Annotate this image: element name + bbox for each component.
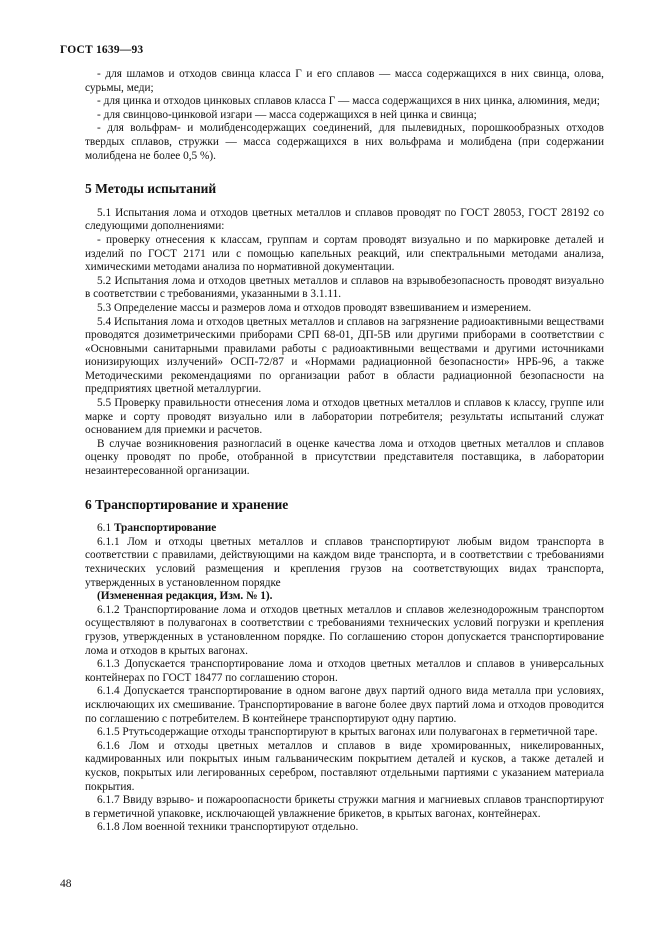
paragraph-5-2: 5.2 Испытания лома и отходов цветных металлов и сплавов на взрывобезопасность проводят визуально в соответствии с требованиями, указанными в 3.1.11. (85, 274, 604, 301)
list-item: - для свинцово-цинковой изгари — масса содержащихся в ней цинка и свинца; (97, 108, 477, 121)
amendment-note: (Измененная редакция, Изм. № 1). (97, 590, 273, 603)
paragraph-5-5: 5.5 Проверку правильности отнесения лома и отходов цветных металлов и сплавов к классу, группе или марке и сорту проводят визуально или в лаборатории потребителя; результаты испытаний служат основанием для приемки и расчетов. (85, 397, 604, 437)
document-header: ГОСТ 1639—93 (60, 44, 144, 56)
paragraph-5-1-item: - проверку отнесения к классам, группам и сортам проводят визуально и по маркировке деталей и изделий по ГОСТ 2171 или с помощью капельных реакций, или спектральными методами анализа, химическими методами анализа по нормативной документации. (85, 233, 604, 274)
list-item: - для вольфрам- и молибденсодержащих соединений, для пылевидных, порошкообразных отходов твердых сплавов, стружки — масса содержащихся в них вольфрама и молибдена (при содержании молибдена не более 0,5 %). (85, 122, 604, 162)
page-number: 48 (60, 878, 72, 890)
list-item: - для шламов и отходов свинца класса Г и его сплавов — масса содержащихся в них свинца, олова, сурьмы, меди; (85, 68, 604, 94)
document-body (85, 68, 604, 835)
list-item: - для цинка и отходов цинковых сплавов класса Г — масса содержащихся в них цинка, алюминия, меди; (97, 95, 600, 108)
paragraph-5-3: 5.3 Определение массы и размеров лома и отходов проводят взвешиванием и измерением. (97, 301, 532, 314)
paragraph-6-1-7: 6.1.7 Ввиду взрыво- и пожароопасности брикеты стружки магния и магниевых сплавов транспортируют в герметичной упаковке, исключающей увлажнение брикетов, в крытых вагонах, контейнерах. (85, 794, 604, 820)
paragraph-6-1-5: 6.1.5 Ртутьсодержащие отходы транспортируют в крытых вагонах или полувагонах в герметичной таре. (97, 726, 598, 739)
subsection-title: Транспортирование (113, 522, 217, 535)
paragraph-6-1-4: 6.1.4 Допускается транспортирование в одном вагоне двух партий одного вида металла при условиях, исключающих их смешивание. Транспортирование в вагоне более двух партий лома и отходов проводится по соглашению с потребителем. В контейнере транспортируют одну партию. (85, 685, 604, 725)
paragraph-6-1-3: 6.1.3 Допускается транспортирование лома и отходов цветных металлов и сплавов в универсальных контейнерах по ГОСТ 18477 по соглашению сторон. (85, 658, 604, 684)
section-6-heading: 6 Транспортирование и хранение (85, 496, 289, 512)
subsection-number: 6.1 (97, 522, 112, 535)
paragraph-5-5-dispute: В случае возникновения разногласий в оценке качества лома и отходов цветных металлов и сплавов оценку проводят по пробе, отобранной в присутствии представителя поставщика, в лаборатории незаинтересованной организации. (85, 437, 604, 478)
paragraph-6-1-1: 6.1.1 Лом и отходы цветных металлов и сплавов транспортируют любым видом транспорта в соответствии с правилами, действующими на каждом виде транспорта, и в соответствии с требованиями технических условий размещения и крепления грузов на соответствующих видах транспорта, утвержденных в установленном порядке (85, 535, 604, 589)
paragraph-6-1-2: 6.1.2 Транспортирование лома и отходов цветных металлов и сплавов железнодорожным транспортом осуществляют в полувагонах в соответствии с требованиями технических условий погрузки и крепления грузов, утвержденных в установленном порядке. По соглашению сторон допускается транспортирование лома и отходов в крытых вагонах. (85, 603, 604, 657)
paragraph-6-1-6: 6.1.6 Лом и отходы цветных металлов и сплавов в виде хромированных, никелированных, кадмированных или покрытых иным гальваническим покрытием деталей и кусков, а также деталей и кусков, покрытых или легированных серебром, поставляют отдельными партиями с указанием материала покрытия. (85, 739, 604, 793)
paragraph-5-1: 5.1 Испытания лома и отходов цветных металлов и сплавов проводят по ГОСТ 28053, ГОСТ 28192 со следующими дополнениями: (85, 206, 604, 233)
subsection-6-1-heading (85, 522, 604, 536)
paragraph-5-4: 5.4 Испытания лома и отходов цветных металлов и сплавов на загрязнение радиоактивными веществами проводятся дозиметрическими приборами СРП 68-01, ДП-5В или другими приборами в соответствии с «Основными санитарными правилами работы с радиоактивными веществами и другими источниками ионизирующих излучений» ОСП-72/87 и «Нормами радиационной безопасности» НРБ-96, а также Методическими рекомендациями по организации работ в области радиационной безопасности на предприятиях цветной металлургии. (85, 315, 604, 396)
section-5-heading: 5 Методы испытаний (85, 181, 217, 197)
paragraph-6-1-8: 6.1.8 Лом военной техники транспортируют отдельно. (97, 821, 359, 834)
